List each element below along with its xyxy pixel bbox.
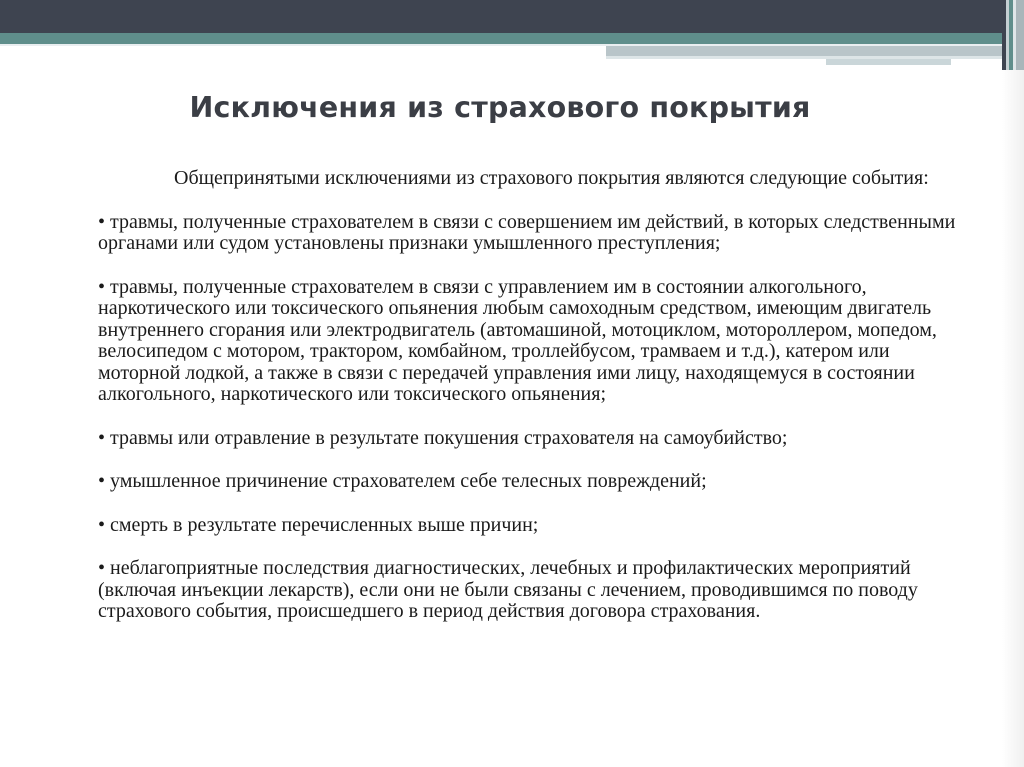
slide-body xyxy=(98,168,960,645)
list-item: • травмы, полученные страхователем в связи с совершением им действий, в которых следственными органами или судом установлены признаки умышленного преступления; xyxy=(98,210,956,254)
list-item: • травмы, полученные страхователем в связи с управлением им в состоянии алкогольного, наркотического или токсического опьянения любым самоходным средством, имеющим двигатель внутреннего сгорания или электродвигатель (автомашиной, мотоциклом, мотороллером, мопедом, велосипедом с мотором, трактором, комбайном, троллейбусом, трамваем и т.д.), катером или моторной лодкой, а также в связи с передачей управления ими лицу, находящемуся в состоянии алкогольного, наркотического или токсического опьянения; xyxy=(98,275,937,405)
slide-title: Исключения из страхового покрытия xyxy=(189,91,811,124)
header-band-teal xyxy=(0,33,1002,44)
edge-stripe xyxy=(1016,0,1024,70)
list-item: • умышленное причинение страхователем себе телесных повреждений; xyxy=(98,470,707,492)
edge-shadow xyxy=(1002,70,1024,767)
header-band-gray xyxy=(606,46,1002,56)
intro-paragraph: Общепринятыми исключениями из страхового покрытия являются следующие события: xyxy=(174,167,929,189)
list-item: • смерть в результате перечисленных выше причин; xyxy=(98,513,539,536)
list-item: • травмы или отравление в результате покушения страхователя на самоубийство; xyxy=(98,426,788,449)
list-item: • неблагоприятные последствия диагностических, лечебных и профилактических мероприятий (включая инъекции лекарств), если они не были связаны с лечением, проводившимся по поводу страхового события, происшедшего в период действия договора страхования. xyxy=(98,557,918,622)
header-band-fade xyxy=(826,59,951,65)
header-band-dark xyxy=(0,0,1002,33)
